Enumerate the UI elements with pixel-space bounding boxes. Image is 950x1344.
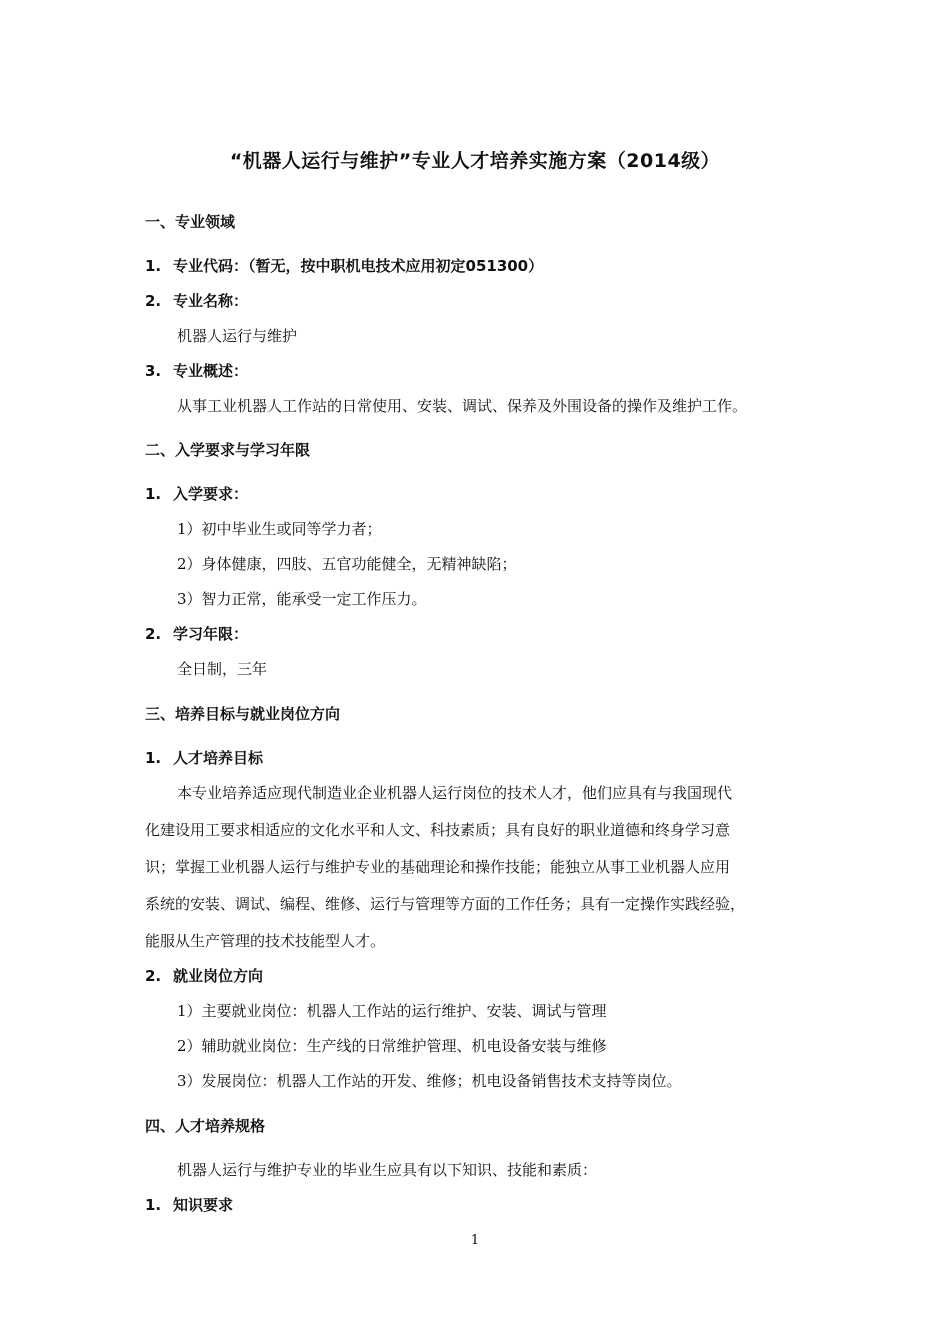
item-number: 1. — [145, 1196, 162, 1214]
section-heading-3: 三、培养目标与就业岗位方向 — [145, 705, 341, 723]
item-label: 人才培养目标 — [173, 749, 264, 767]
document-title: “机器人运行与维护”专业人才培养实施方案（2014级） — [229, 150, 721, 172]
section-heading-1: 一、专业领域 — [145, 213, 236, 231]
item-number: 2. — [145, 625, 162, 643]
section-heading-4: 四、人才培养规格 — [145, 1117, 266, 1135]
goal-paragraph-line: 化建设用工要求相适应的文化水平和人文、科技素质；具有良好的职业道德和终身学习意 — [145, 821, 731, 839]
item-label: 学习年限： — [173, 625, 249, 643]
item-admission — [145, 483, 248, 504]
item-major-code — [145, 255, 543, 276]
item-knowledge-req — [145, 1194, 233, 1215]
item-major-overview — [145, 360, 248, 381]
item-number: 1. — [145, 257, 162, 275]
major-overview-text: 从事工业机器人工作站的日常使用、安装、调试、保养及外围设备的操作及维护工作。 — [177, 397, 748, 415]
item-study-years — [145, 623, 248, 644]
job-direction-2: 2）辅助就业岗位：生产线的日常维护管理、机电设备安装与维修 — [177, 1037, 607, 1055]
study-years-text: 全日制，三年 — [177, 660, 268, 678]
admission-req-1: 1）初中毕业生或同等学力者； — [177, 520, 382, 538]
item-label: 专业名称： — [173, 292, 249, 310]
item-label: 专业代码：（暂无，按中职机电技术应用初定051300） — [173, 257, 544, 275]
page-number: 1 — [470, 1233, 480, 1248]
item-label: 知识要求 — [173, 1196, 234, 1214]
section-heading-2: 二、入学要求与学习年限 — [145, 441, 311, 459]
admission-req-3: 3）智力正常，能承受一定工作压力。 — [177, 590, 427, 608]
job-direction-1: 1）主要就业岗位：机器人工作站的运行维护、安装、调试与管理 — [177, 1002, 607, 1020]
item-major-name — [145, 290, 248, 311]
item-number: 2. — [145, 292, 162, 310]
item-label: 专业概述： — [173, 362, 249, 380]
goal-paragraph-line: 本专业培养适应现代制造业企业机器人运行岗位的技术人才，他们应具有与我国现代 — [177, 784, 733, 802]
item-number: 3. — [145, 362, 162, 380]
item-label: 就业岗位方向 — [173, 967, 264, 985]
goal-paragraph-line: 能服从生产管理的技术技能型人才。 — [145, 932, 386, 950]
item-training-goal — [145, 747, 263, 768]
job-direction-3: 3）发展岗位：机器人工作站的开发、维修；机电设备销售技术支持等岗位。 — [177, 1072, 682, 1090]
item-label: 入学要求： — [173, 485, 249, 503]
admission-req-2: 2）身体健康，四肢、五官功能健全，无精神缺陷； — [177, 555, 517, 573]
item-job-direction — [145, 965, 263, 986]
goal-paragraph-line: 识；掌握工业机器人运行与维护专业的基础理论和操作技能；能独立从事工业机器人应用 — [145, 858, 731, 876]
item-number: 1. — [145, 749, 162, 767]
item-number: 2. — [145, 967, 162, 985]
goal-paragraph-line: 系统的安装、调试、编程、维修、运行与管理等方面的工作任务；具有一定操作实践经验， — [145, 895, 746, 913]
major-name-text: 机器人运行与维护 — [177, 327, 298, 345]
item-number: 1. — [145, 485, 162, 503]
spec-intro-text: 机器人运行与维护专业的毕业生应具有以下知识、技能和素质： — [177, 1161, 598, 1179]
